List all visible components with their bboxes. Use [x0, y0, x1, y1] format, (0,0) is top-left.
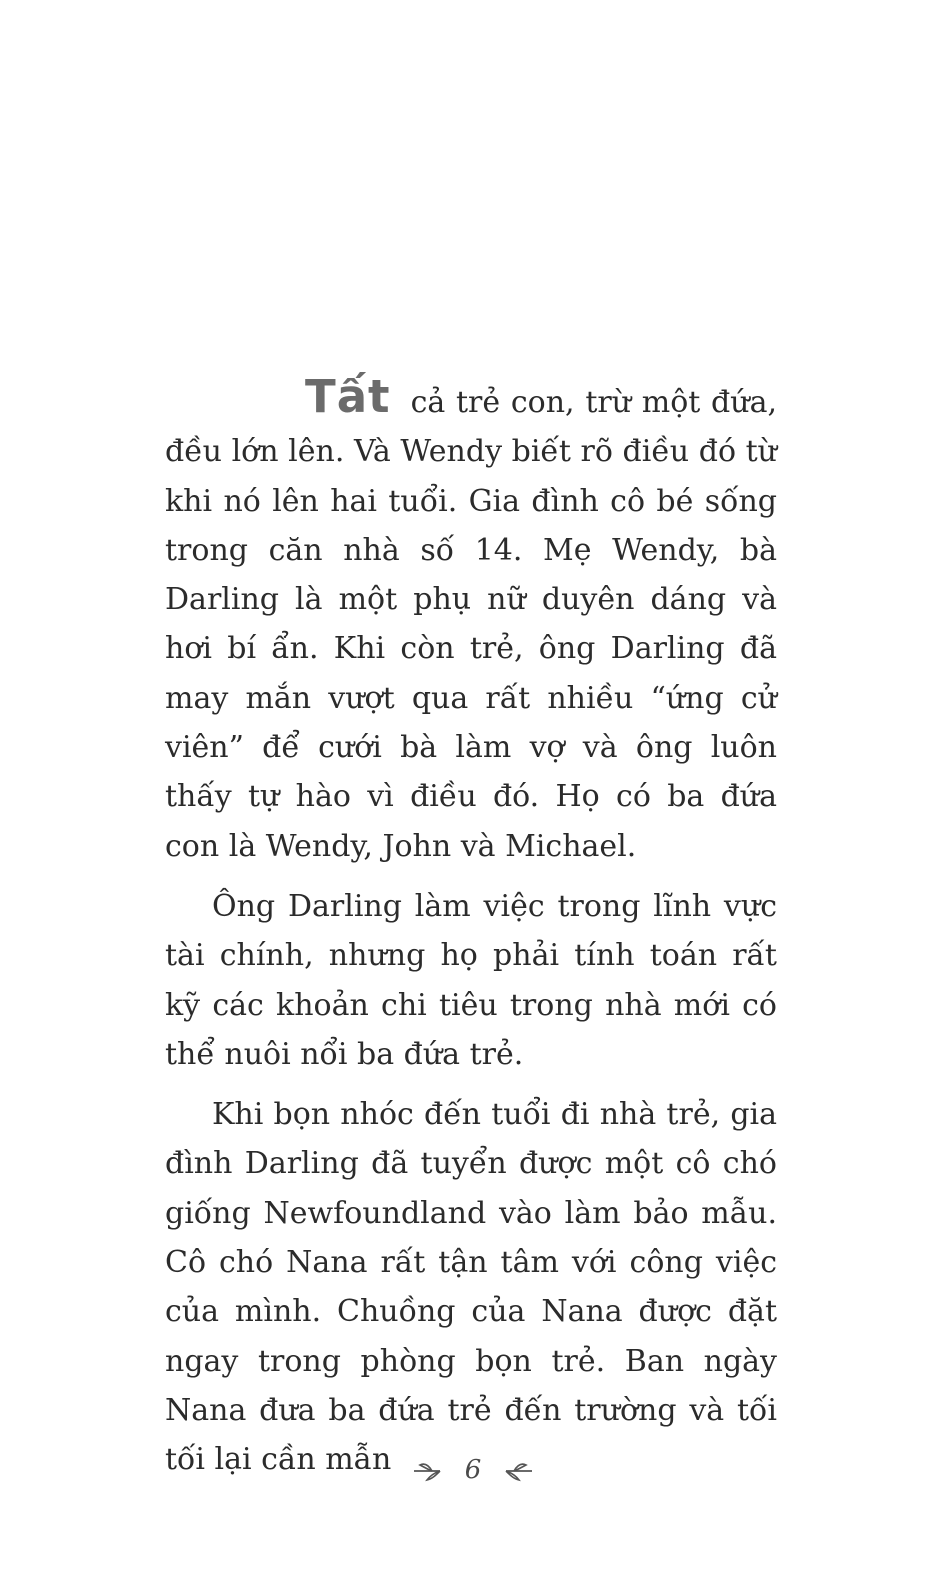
paragraph-2: Ông Darling làm việc trong lĩnh vực tài chính, nhưng họ phải tính toán rất kỹ các khoản chi tiêu trong nhà mới có thể nuôi nổi ba đứa trẻ.: [165, 888, 777, 1072]
paragraph-3: Khi bọn nhóc đến tuổi đi nhà trẻ, gia đình Darling đã tuyển được một cô chó giống Newfoundland vào làm bảo mẫu. Cô chó Nana rất tận tâm với công việc của mình. Chuồng của Nana được đặt ngay trong phòng bọn trẻ. Ban ngày Nana đưa ba đứa trẻ đến trường và tối tối lại cần mẫn: [165, 1097, 777, 1478]
page-footer: [0, 1450, 946, 1490]
paragraph-1: [165, 372, 777, 871]
right-sprig-ornament-icon: [502, 1460, 534, 1482]
page-number: 6: [464, 1455, 482, 1485]
page-body: [165, 372, 777, 1485]
paragraph-1-text: cả trẻ con, trừ một đứa, đều lớn lên. Và Wendy biết rõ điều đó từ khi nó lên hai tuổi. Gia đình cô bé sống trong căn nhà số 14. Mẹ Wendy, bà Darling là một phụ nữ duyên dáng và hơi bí ẩn. Khi còn trẻ, ông Darling đã may mắn vượt qua rất nhiều “ứng cử viên” để cưới bà làm vợ và ông luôn thấy tự hào vì điều đó. Họ có ba đứa con là Wendy, John và Michael.: [165, 385, 777, 864]
left-sprig-ornament-icon: [412, 1460, 444, 1482]
drop-cap: Tất: [305, 370, 391, 423]
